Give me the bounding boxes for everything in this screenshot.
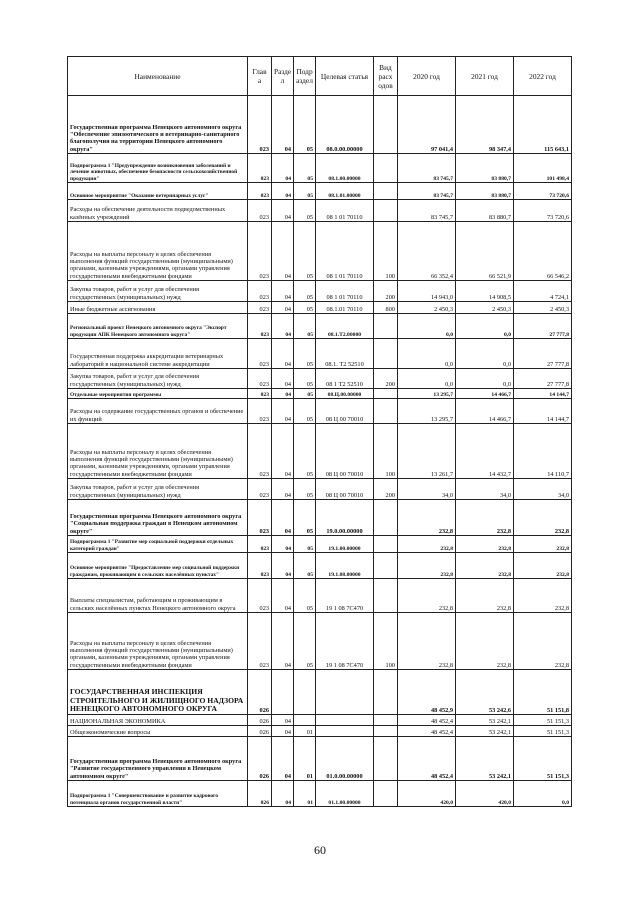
row-subsection-cell [294, 715, 316, 726]
row-chapter-cell: 026 [248, 715, 272, 726]
row-chapter-cell: 023 [248, 339, 272, 369]
table-row [68, 302, 572, 314]
header-name: Наименование [68, 57, 248, 96]
row-subsection-cell: 05 [294, 613, 316, 670]
header-target-article: Целевая статья [316, 57, 374, 96]
row-target-article-cell: 08.1. Т2 52510 [316, 339, 374, 369]
table-row [68, 424, 572, 479]
row-expense-kind-cell [374, 389, 398, 399]
table-row [68, 737, 572, 781]
row-target-article-cell: 08 Ц 00 70010 [316, 479, 374, 500]
row-target-article-cell: 08 1 01 70110 [316, 281, 374, 302]
row-amount-2022-cell: 2 450,3 [514, 302, 572, 314]
row-amount-2022-cell: 73 720,6 [514, 183, 572, 200]
row-chapter-cell: 023 [248, 302, 272, 314]
row-section-cell: 04 [272, 389, 294, 399]
table-row [68, 369, 572, 389]
row-amount-2022-cell: 101 498,4 [514, 154, 572, 183]
table-row [68, 553, 572, 579]
row-subsection-cell: 05 [294, 314, 316, 339]
row-name-cell: Расходы на выплаты персоналу в целях обеспечения выполнения функций государственными (муниципальными) органами, казенными учреждениями, органами управления государственными внебюджетными фондами [68, 222, 248, 281]
header-section: Разде л [272, 57, 294, 96]
row-section-cell: 04 [272, 369, 294, 389]
row-expense-kind-cell [374, 715, 398, 726]
row-amount-2022-cell: 51 151,3 [514, 726, 572, 737]
row-target-article-cell: 08 1 01 70110 [316, 222, 374, 281]
row-name-cell: Закупка товаров, работ и услуг для обеспечения государственных (муниципальных) нужд [68, 479, 248, 500]
table-row [68, 536, 572, 553]
row-section-cell: 04 [272, 222, 294, 281]
row-expense-kind-cell [374, 670, 398, 715]
row-amount-2021-cell: 53 242,1 [456, 737, 514, 781]
row-amount-2022-cell: 232,8 [514, 553, 572, 579]
table-row [68, 399, 572, 424]
page-number: 60 [314, 843, 326, 857]
row-amount-2021-cell: 0,0 [456, 369, 514, 389]
row-amount-2021-cell: 66 521,9 [456, 222, 514, 281]
row-name-cell: Расходы на содержание государственных органов и обеспечение их функций [68, 399, 248, 424]
row-amount-2020-cell: 13 261,7 [398, 424, 456, 479]
row-expense-kind-cell [374, 737, 398, 781]
row-expense-kind-cell [374, 183, 398, 200]
row-subsection-cell: 05 [294, 500, 316, 536]
row-amount-2020-cell: 48 452,4 [398, 715, 456, 726]
row-section-cell: 04 [272, 96, 294, 154]
table-row [68, 781, 572, 807]
row-amount-2020-cell: 34,0 [398, 479, 456, 500]
row-name-cell: Подпрограмма 1 "Развитие мер социальной поддержки отдельных категорий граждан" [68, 536, 248, 553]
row-amount-2021-cell: 83 880,7 [456, 154, 514, 183]
row-section-cell: 04 [272, 314, 294, 339]
row-expense-kind-cell [374, 536, 398, 553]
row-amount-2020-cell: 83 745,7 [398, 200, 456, 222]
row-expense-kind-cell: 100 [374, 222, 398, 281]
row-section-cell: 04 [272, 781, 294, 807]
row-amount-2020-cell: 2 450,3 [398, 302, 456, 314]
row-amount-2020-cell: 48 452,4 [398, 737, 456, 781]
row-expense-kind-cell [374, 200, 398, 222]
row-amount-2021-cell: 232,8 [456, 536, 514, 553]
row-expense-kind-cell [374, 96, 398, 154]
row-amount-2020-cell: 13 295,7 [398, 399, 456, 424]
row-amount-2022-cell: 73 720,6 [514, 200, 572, 222]
row-chapter-cell: 023 [248, 369, 272, 389]
row-section-cell: 04 [272, 479, 294, 500]
row-amount-2020-cell: 232,8 [398, 613, 456, 670]
row-expense-kind-cell: 100 [374, 424, 398, 479]
row-amount-2022-cell: 14 144,7 [514, 399, 572, 424]
row-chapter-cell: 023 [248, 154, 272, 183]
row-subsection-cell: 01 [294, 726, 316, 737]
row-name-cell: Региональный проект Ненецкого автономного округа "Экспорт продукции АПК Ненецкого автономного округа" [68, 314, 248, 339]
row-chapter-cell: 023 [248, 314, 272, 339]
row-name-cell: Расходы на выплаты персоналу в целях обеспечения выполнения функций государственными (муниципальными) органами, казенными учреждениями, органами управления государственными внебюджетными фондами [68, 613, 248, 670]
row-amount-2022-cell: 232,8 [514, 613, 572, 670]
row-subsection-cell [294, 670, 316, 715]
row-amount-2022-cell: 51 151,3 [514, 715, 572, 726]
budget-sheet [67, 56, 571, 807]
row-amount-2022-cell: 34,0 [514, 479, 572, 500]
row-amount-2022-cell: 4 724,1 [514, 281, 572, 302]
row-expense-kind-cell [374, 154, 398, 183]
row-amount-2021-cell: 53 242,1 [456, 715, 514, 726]
row-amount-2021-cell: 53 242,6 [456, 670, 514, 715]
row-subsection-cell: 05 [294, 154, 316, 183]
row-amount-2022-cell: 14 110,7 [514, 424, 572, 479]
row-subsection-cell: 05 [294, 399, 316, 424]
row-amount-2022-cell: 0,0 [514, 781, 572, 807]
row-amount-2021-cell: 2 450,3 [456, 302, 514, 314]
header-expense-kind: Вид расх одов [374, 57, 398, 96]
row-target-article-cell: 19 1 08 7С470 [316, 579, 374, 613]
row-amount-2020-cell: 232,8 [398, 536, 456, 553]
row-expense-kind-cell: 200 [374, 369, 398, 389]
row-amount-2021-cell: 0,0 [456, 339, 514, 369]
row-section-cell: 04 [272, 399, 294, 424]
row-name-cell: Закупка товаров, работ и услуг для обеспечения государственных (муниципальных) нужд [68, 369, 248, 389]
row-amount-2021-cell: 14 466,7 [456, 399, 514, 424]
row-expense-kind-cell: 800 [374, 302, 398, 314]
row-chapter-cell: 023 [248, 183, 272, 200]
row-amount-2020-cell: 0,0 [398, 314, 456, 339]
row-name-cell: Иные бюджетные ассигнования [68, 302, 248, 314]
header-subsection: Подр аздел [294, 57, 316, 96]
row-chapter-cell: 023 [248, 281, 272, 302]
row-amount-2021-cell: 420,0 [456, 781, 514, 807]
row-chapter-cell: 026 [248, 737, 272, 781]
row-target-article-cell: 19 1 08 7С470 [316, 613, 374, 670]
row-name-cell: Подпрограмма 1 "Предупреждение возникновения заболеваний и лечение животных, обеспечение безопасности сельскохозяйственной продукции" [68, 154, 248, 183]
row-amount-2022-cell: 115 643,1 [514, 96, 572, 154]
row-amount-2021-cell: 232,8 [456, 553, 514, 579]
row-chapter-cell: 023 [248, 399, 272, 424]
row-subsection-cell: 05 [294, 479, 316, 500]
row-subsection-cell: 05 [294, 302, 316, 314]
row-amount-2021-cell: 98 347,4 [456, 96, 514, 154]
row-amount-2020-cell: 420,0 [398, 781, 456, 807]
row-section-cell: 04 [272, 281, 294, 302]
row-amount-2021-cell: 232,8 [456, 613, 514, 670]
table-row [68, 96, 572, 154]
row-amount-2020-cell: 232,8 [398, 579, 456, 613]
row-expense-kind-cell: 100 [374, 613, 398, 670]
row-name-cell: Расходы на обеспечение деятельности подведомственных казённых учреждений [68, 200, 248, 222]
row-section-cell: 04 [272, 737, 294, 781]
row-target-article-cell: 08.1.00.00000 [316, 154, 374, 183]
row-amount-2021-cell: 34,0 [456, 479, 514, 500]
row-amount-2020-cell: 83 745,7 [398, 183, 456, 200]
row-subsection-cell: 05 [294, 536, 316, 553]
row-name-cell: Общеэкономические вопросы [68, 726, 248, 737]
row-amount-2022-cell: 27 777,8 [514, 314, 572, 339]
row-target-article-cell [316, 670, 374, 715]
row-amount-2022-cell: 14 144,7 [514, 389, 572, 399]
row-section-cell: 04 [272, 500, 294, 536]
row-name-cell: Государственная программа Ненецкого автономного округа "Обеспечение эпизоотического и ветеринарно-санитарного благополучия на территории Ненецкого автономного округа" [68, 96, 248, 154]
row-section-cell: 04 [272, 154, 294, 183]
row-section-cell: 04 [272, 613, 294, 670]
row-subsection-cell: 05 [294, 389, 316, 399]
row-section-cell: 04 [272, 200, 294, 222]
row-amount-2020-cell: 48 452,9 [398, 670, 456, 715]
row-subsection-cell: 05 [294, 579, 316, 613]
row-section-cell: 04 [272, 579, 294, 613]
table-row [68, 389, 572, 399]
row-section-cell: 04 [272, 424, 294, 479]
row-chapter-cell: 023 [248, 200, 272, 222]
row-name-cell: Закупка товаров, работ и услуг для обеспечения государственных (муниципальных) нужд [68, 281, 248, 302]
row-amount-2021-cell: 14 432,7 [456, 424, 514, 479]
row-expense-kind-cell [374, 500, 398, 536]
row-amount-2022-cell: 66 546,2 [514, 222, 572, 281]
row-amount-2020-cell: 14 943,0 [398, 281, 456, 302]
table-row [68, 154, 572, 183]
row-chapter-cell: 023 [248, 553, 272, 579]
row-target-article-cell: 08.0.00.00000 [316, 96, 374, 154]
row-chapter-cell: 026 [248, 670, 272, 715]
row-target-article-cell: 19.1.08.00000 [316, 553, 374, 579]
row-target-article-cell: 08 Ц 00 70010 [316, 399, 374, 424]
row-target-article-cell: 08.1.Т2.00000 [316, 314, 374, 339]
row-target-article-cell: 08.1.01.00000 [316, 183, 374, 200]
row-name-cell: Государственная программа Ненецкого автономного округа "Социальная поддержка граждан в Ненецком автономном округе" [68, 500, 248, 536]
row-subsection-cell: 05 [294, 369, 316, 389]
row-subsection-cell: 05 [294, 424, 316, 479]
row-amount-2021-cell: 232,8 [456, 579, 514, 613]
row-target-article-cell: 08.1.01 70110 [316, 302, 374, 314]
row-amount-2020-cell: 97 041,4 [398, 96, 456, 154]
row-amount-2020-cell: 232,8 [398, 553, 456, 579]
row-target-article-cell [316, 715, 374, 726]
table-row [68, 613, 572, 670]
row-section-cell: 04 [272, 715, 294, 726]
row-section-cell: 04 [272, 183, 294, 200]
row-chapter-cell: 023 [248, 222, 272, 281]
table-row [68, 200, 572, 222]
row-chapter-cell: 023 [248, 389, 272, 399]
row-expense-kind-cell [374, 339, 398, 369]
row-subsection-cell: 05 [294, 200, 316, 222]
row-target-article-cell: 08 1 Т2 52510 [316, 369, 374, 389]
row-expense-kind-cell: 200 [374, 281, 398, 302]
row-subsection-cell: 01 [294, 781, 316, 807]
table-body [68, 96, 572, 807]
row-expense-kind-cell [374, 399, 398, 424]
row-target-article-cell: 08.Ц.00.00000 [316, 389, 374, 399]
row-chapter-cell: 023 [248, 479, 272, 500]
table-row [68, 281, 572, 302]
row-name-cell: Основное мероприятие "Оказание ветеринарных услуг" [68, 183, 248, 200]
row-chapter-cell: 023 [248, 96, 272, 154]
row-name-cell: Подпрограмма 1 "Совершенствование и развитие кадрового потенциала органов государственной власти" [68, 781, 248, 807]
row-amount-2021-cell: 14 466,7 [456, 389, 514, 399]
row-amount-2020-cell: 232,8 [398, 500, 456, 536]
row-section-cell: 04 [272, 726, 294, 737]
row-amount-2020-cell: 83 745,7 [398, 154, 456, 183]
table-header-row [68, 57, 572, 96]
row-chapter-cell: 026 [248, 781, 272, 807]
row-section-cell: 04 [272, 553, 294, 579]
row-amount-2022-cell: 232,8 [514, 500, 572, 536]
row-chapter-cell: 023 [248, 424, 272, 479]
table-row [68, 339, 572, 369]
header-year-2021: 2021 год [456, 57, 514, 96]
row-subsection-cell: 01 [294, 737, 316, 781]
row-amount-2020-cell: 13 295,7 [398, 389, 456, 399]
row-subsection-cell: 05 [294, 183, 316, 200]
table-row [68, 183, 572, 200]
row-amount-2021-cell: 232,8 [456, 500, 514, 536]
row-chapter-cell: 023 [248, 536, 272, 553]
row-amount-2022-cell: 51 151,8 [514, 670, 572, 715]
table-row [68, 500, 572, 536]
table-row [68, 579, 572, 613]
row-subsection-cell: 05 [294, 96, 316, 154]
row-amount-2020-cell: 0,0 [398, 369, 456, 389]
row-expense-kind-cell [374, 781, 398, 807]
row-target-article-cell: 08 Ц 00 70010 [316, 424, 374, 479]
row-amount-2022-cell: 232,8 [514, 536, 572, 553]
row-expense-kind-cell: 200 [374, 479, 398, 500]
row-amount-2021-cell: 0,0 [456, 314, 514, 339]
row-amount-2022-cell: 27 777,8 [514, 339, 572, 369]
table-row [68, 479, 572, 500]
row-name-cell: Выплаты специалистам, работающим и проживающим в сельских населённых пунктах Ненецкого автономного округа [68, 579, 248, 613]
row-target-article-cell: 01.1.00.00000 [316, 781, 374, 807]
row-name-cell: НАЦИОНАЛЬНАЯ ЭКОНОМИКА [68, 715, 248, 726]
row-expense-kind-cell [374, 314, 398, 339]
row-chapter-cell: 023 [248, 613, 272, 670]
row-chapter-cell: 023 [248, 500, 272, 536]
row-subsection-cell: 05 [294, 281, 316, 302]
table-row [68, 726, 572, 737]
row-name-cell: Отдельные мероприятия программы [68, 389, 248, 399]
row-name-cell: Основное мероприятие "Предоставление мер социальной поддержки гражданам, проживающим в сельских населённых пунктах" [68, 553, 248, 579]
row-amount-2021-cell: 83 880,7 [456, 200, 514, 222]
row-amount-2021-cell: 83 880,7 [456, 183, 514, 200]
row-section-cell: 04 [272, 339, 294, 369]
row-amount-2020-cell: 0,0 [398, 339, 456, 369]
row-amount-2022-cell: 27 777,8 [514, 369, 572, 389]
row-amount-2022-cell: 232,8 [514, 579, 572, 613]
row-subsection-cell: 05 [294, 339, 316, 369]
row-target-article-cell: 01.0.00.00000 [316, 737, 374, 781]
row-expense-kind-cell [374, 726, 398, 737]
row-amount-2021-cell: 53 242,1 [456, 726, 514, 737]
row-amount-2020-cell: 48 452,4 [398, 726, 456, 737]
row-subsection-cell: 05 [294, 553, 316, 579]
row-name-cell: Государственная поддержка аккредитации ветеринарных лабораторий в национальной системе аккредитации [68, 339, 248, 369]
row-subsection-cell: 05 [294, 222, 316, 281]
row-amount-2022-cell: 51 151,3 [514, 737, 572, 781]
row-chapter-cell: 023 [248, 579, 272, 613]
table-row [68, 222, 572, 281]
row-target-article-cell [316, 726, 374, 737]
row-target-article-cell: 19.1.00.00000 [316, 536, 374, 553]
table-row [68, 314, 572, 339]
row-name-cell: Государственная программа Ненецкого автономного округа "Развитие государственного управления в Ненецком автономном округе" [68, 737, 248, 781]
header-year-2022: 2022 год [514, 57, 572, 96]
row-expense-kind-cell [374, 553, 398, 579]
row-section-cell [272, 670, 294, 715]
table-row [68, 715, 572, 726]
row-expense-kind-cell [374, 579, 398, 613]
row-target-article-cell: 19.0.00.00000 [316, 500, 374, 536]
header-year-2020: 2020 год [398, 57, 456, 96]
row-amount-2020-cell: 66 352,4 [398, 222, 456, 281]
row-section-cell: 04 [272, 302, 294, 314]
row-chapter-cell: 026 [248, 726, 272, 737]
budget-table [67, 56, 572, 807]
row-target-article-cell: 08 1 01 70110 [316, 200, 374, 222]
row-name-cell: Расходы на выплаты персоналу в целях обеспечения выполнения функций государственными (муниципальными) органами, казенными учреждениями, органами управления государственными внебюджетными фондами [68, 424, 248, 479]
row-amount-2021-cell: 14 908,5 [456, 281, 514, 302]
header-chapter: Глав а [248, 57, 272, 96]
table-row [68, 670, 572, 715]
row-name-cell: ГОСУДАРСТВЕННАЯ ИНСПЕКЦИЯ СТРОИТЕЛЬНОГО И ЖИЛИЩНОГО НАДЗОРА НЕНЕЦКОГО АВТОНОМНОГО ОКРУГА [68, 670, 248, 715]
row-section-cell: 04 [272, 536, 294, 553]
